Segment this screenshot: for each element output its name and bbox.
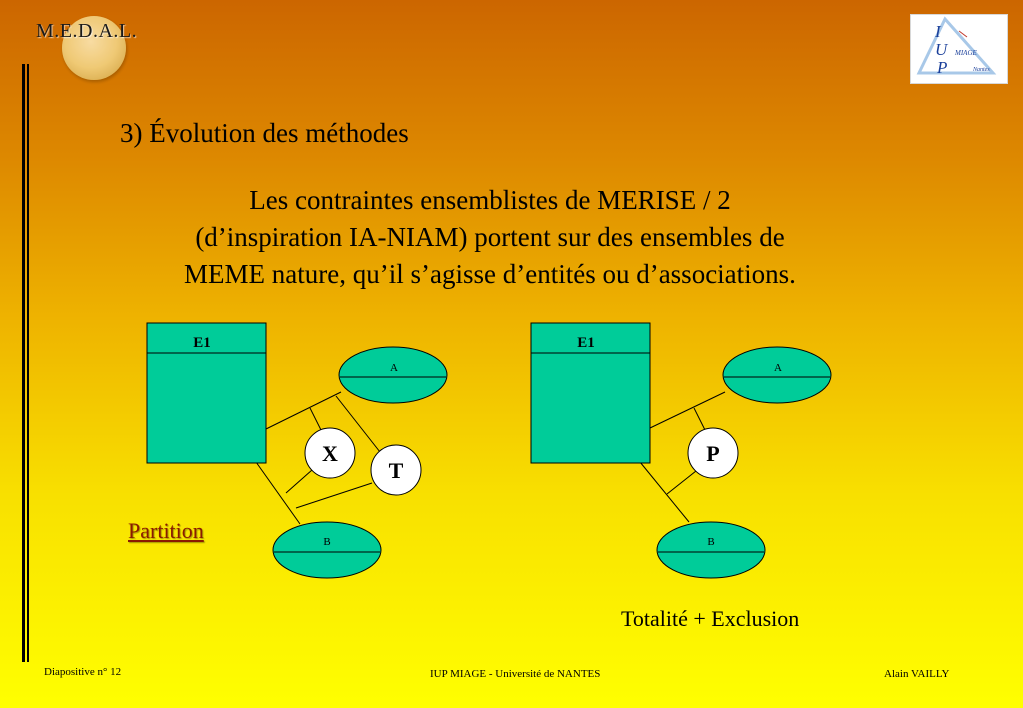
link-e1-a (650, 392, 725, 428)
logo-letter-i: I (935, 22, 941, 41)
assoc-b-label: B (323, 536, 331, 548)
assoc-b-ellipse (273, 522, 381, 578)
entity-label: E1 (577, 335, 595, 351)
link-t-eb (296, 483, 372, 508)
footer-institution: IUP MIAGE - Université de NANTES (430, 668, 601, 680)
link-e1-a (266, 392, 341, 429)
link-x-eb (286, 470, 312, 493)
constraint-x-label: X (322, 441, 338, 466)
diagram-right (531, 323, 831, 578)
constraint-p-label: P (706, 441, 720, 466)
footer-author: Alain VAILLY (884, 668, 950, 680)
paragraph-line: MEME nature, qu’il s’agisse d’entités ou d’associations. (184, 259, 796, 289)
brand-title: M.E.D.A.L. (36, 20, 138, 42)
section-title: 3) Évolution des méthodes (120, 118, 409, 148)
assoc-b-ellipse (657, 522, 765, 578)
paragraph-line: Les contraintes ensemblistes de MERISE / 2 (249, 185, 731, 215)
link-e1-b (256, 462, 300, 524)
logo-letter-u: U (935, 40, 948, 59)
constraint-t-label: T (388, 458, 404, 483)
partition-caption: Partition (128, 518, 204, 543)
logo-city-text: Nantes (973, 67, 990, 73)
assoc-a-ellipse (339, 347, 447, 403)
paragraph-line: (d’inspiration IA-NIAM) portent sur des ensembles de (195, 222, 785, 252)
link-x-ea (310, 408, 322, 432)
link-p-ea (694, 408, 705, 430)
totalite-exclusion-caption: Totalité + Exclusion (621, 606, 800, 631)
link-p-eb (667, 471, 696, 494)
footer-slide-number: Diapositive n° 12 (44, 666, 122, 678)
assoc-a-label: A (390, 362, 398, 374)
logo-miage-text: MIAGE (955, 49, 977, 57)
assoc-a-label: A (774, 362, 782, 374)
logo-letter-p: P (937, 58, 948, 77)
entity-label: E1 (193, 335, 211, 351)
assoc-a-ellipse (723, 347, 831, 403)
assoc-b-label: B (707, 536, 715, 548)
link-e1-b (640, 462, 689, 522)
